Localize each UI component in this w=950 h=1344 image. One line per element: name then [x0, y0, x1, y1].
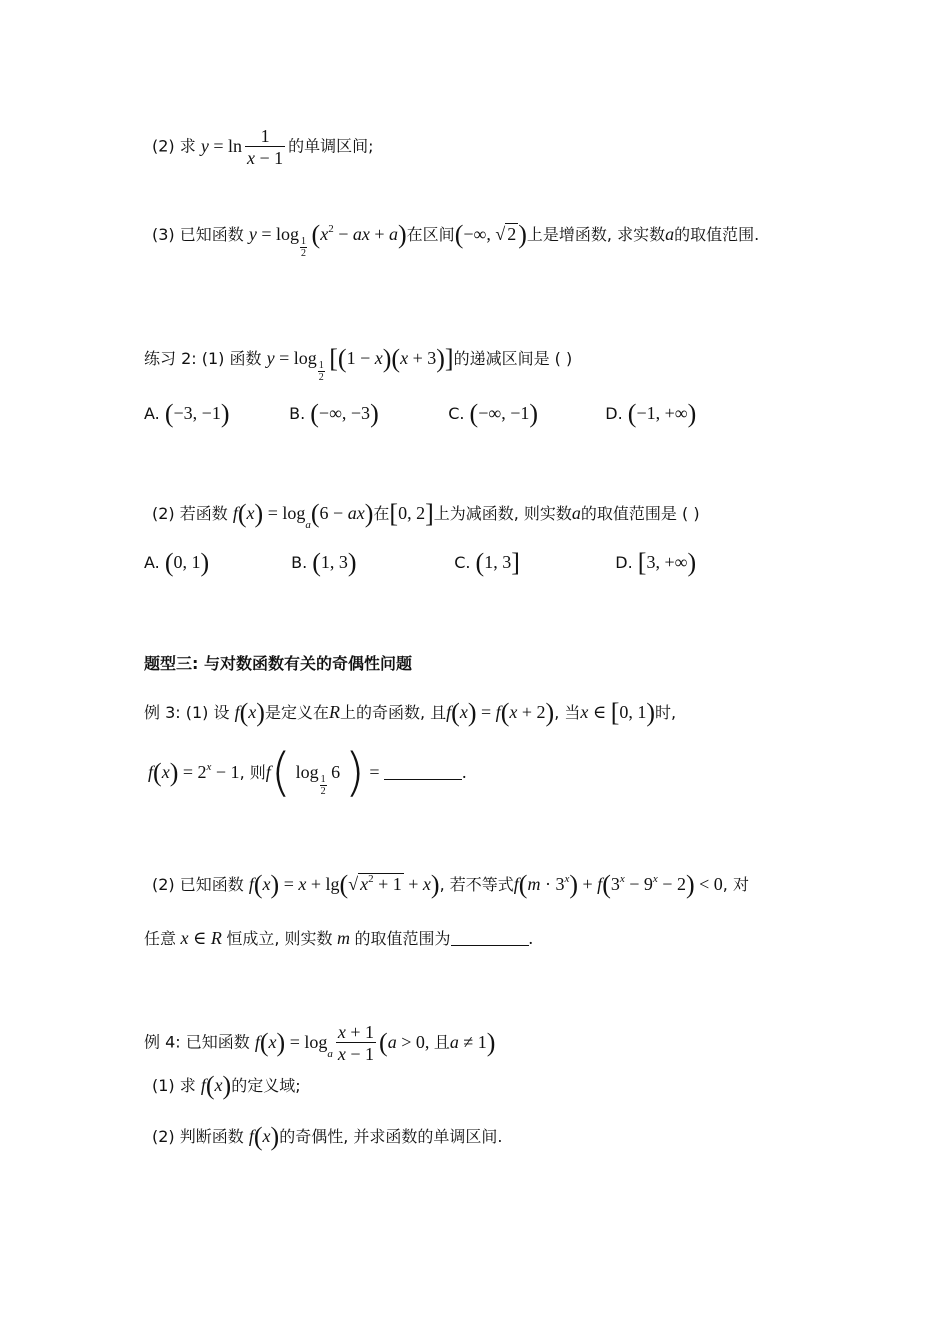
formula-log-a: $f(x) = \log_a(6 - ax)$ [232, 499, 374, 531]
example-4-q1-label: (1) 求 [152, 1076, 196, 1095]
example-4-q1: (1) 求 f(x)的定义域; [152, 1071, 301, 1100]
question-3-end: 的取值范围. [674, 225, 760, 244]
option-c-label: C. [454, 553, 471, 572]
example-4-q2: (2) 判断函数 f(x)的奇偶性, 并求函数的单调区间. [152, 1122, 503, 1151]
example-4-q2-text: 的奇偶性, 并求函数的单调区间. [279, 1127, 503, 1146]
example-3-text-1: 是定义在 [264, 703, 329, 722]
exercise-2-line [144, 346, 572, 383]
example-3-2-line-1: (2) 已知函数 f(x) = x + lg(√ $x^2 + 1 + x$), 若不等式$f(m \cdot 3^x) + f(3^x - 9^x - 2) < 0$, 对 [152, 870, 749, 899]
section-3-title: 题型三: 与对数函数有关的奇偶性问题 [144, 654, 412, 673]
example-3-text-4: 时, [655, 703, 677, 722]
example-3-text-5: , 则 [239, 763, 266, 782]
question-3-after: 上是增函数, 求实数 [526, 225, 666, 244]
exercise-2-after: 的递减区间是 ( ) [453, 349, 573, 368]
answer-blank-1[interactable] [384, 763, 462, 780]
option-d-label: D. [605, 404, 623, 423]
exercise-2-2-line: (2) 若函数 $f(x) = \log_a(6 - ax)$在[0, 2]上为减函数, 则实数a的取值范围是 ( ) [152, 499, 700, 531]
example-4-line: 例 4: 已知函数 $f(x) = \log_a$ $\frac{x + 1}{x - 1}$ (a > 0, 且a ≠ 1) [144, 1022, 496, 1064]
option-c-label: C. [448, 404, 465, 423]
formula-ln: y = ln $\frac{1}{x - 1}$ [200, 126, 284, 168]
exercise-2-2-end: 的取值范围是 ( ) [580, 504, 700, 523]
exercise-2-2-mid: 在 [373, 504, 390, 523]
exercise-2-2-label: (2) 若函数 [152, 504, 228, 523]
example-3-2-text-2: , 对 [722, 875, 749, 894]
formula-interval: (−∞, √ 2) [454, 220, 527, 249]
example-3-2-text-5: 的取值范围为 [354, 929, 451, 948]
question-2-text: 的单调区间; [288, 136, 374, 156]
option-d-label: D. [615, 553, 633, 572]
answer-blank-2[interactable] [451, 929, 529, 946]
example-3-2-text-1: , 若不等式 [439, 875, 514, 894]
question-2-label: (2) 求 [152, 136, 196, 156]
example-3-text-2: 上的奇函数, 且 [339, 703, 447, 722]
example-3-2-label: (2) 已知函数 [152, 875, 244, 894]
example-4-q1-text: 的定义域; [231, 1076, 301, 1095]
example-3-line-2: $f(x) = 2^x - 1$, 则f( log $\frac{1}{2}$ 6 ) = . [148, 743, 467, 803]
formula-log-half: y = log $\frac{1}{2}$ ($x^2$ − ax + a) [248, 220, 407, 259]
formula-log-product: y = log $\frac{1}{2}$ [(1 − x)(x + 3)] [266, 344, 454, 383]
question-3-mid: 在区间 [406, 225, 455, 244]
example-3-line-1: 例 3: (1) 设 f(x)是定义在R上的奇函数, 且f(x) = f(x + 2), 当x ∈ [0, 1)时, [144, 698, 677, 727]
exercise-2-2-options: A. (0, 1) B. (1, 3) C. (1, 3] D. [3, +∞) [144, 548, 697, 577]
option-b-label: B. [291, 553, 308, 572]
example-3-2-text-3: 任意 [144, 929, 177, 948]
example-4-label: 例 4: 已知函数 [144, 1032, 250, 1052]
exercise-2-2-after: 上为减函数, 则实数 [433, 504, 572, 523]
example-3-text-3: , 当 [554, 703, 581, 722]
option-a-label: A. [144, 553, 160, 572]
option-a-label: A. [144, 404, 160, 423]
option-b-label: B. [289, 404, 306, 423]
example-3-2-text-4: 恒成立, 则实数 [226, 929, 333, 948]
question-2-line [152, 126, 374, 169]
example-3-2-line-2: 任意 x ∈ R 恒成立, 则实数 m 的取值范围为 . [144, 928, 534, 948]
question-3-label: (3) 已知函数 [152, 225, 244, 244]
question-3-line: (3) 已知函数 y = log $\frac{1}{2}$ ($x^2$ − ax + a)在区间(−∞, √ 2)上是增函数, 求实数a的取值范围. [152, 220, 760, 259]
example-4-cond: 且 [433, 1032, 450, 1052]
exercise-2-label: 练习 2: (1) 函数 [144, 349, 262, 368]
example-3-label: 例 3: (1) 设 [144, 703, 230, 722]
example-4-q2-label: (2) 判断函数 [152, 1127, 244, 1146]
exercise-2-options: A. (−3, −1) B. (−∞, −3) C. (−∞, −1) D. (−1, +∞) [144, 399, 697, 428]
